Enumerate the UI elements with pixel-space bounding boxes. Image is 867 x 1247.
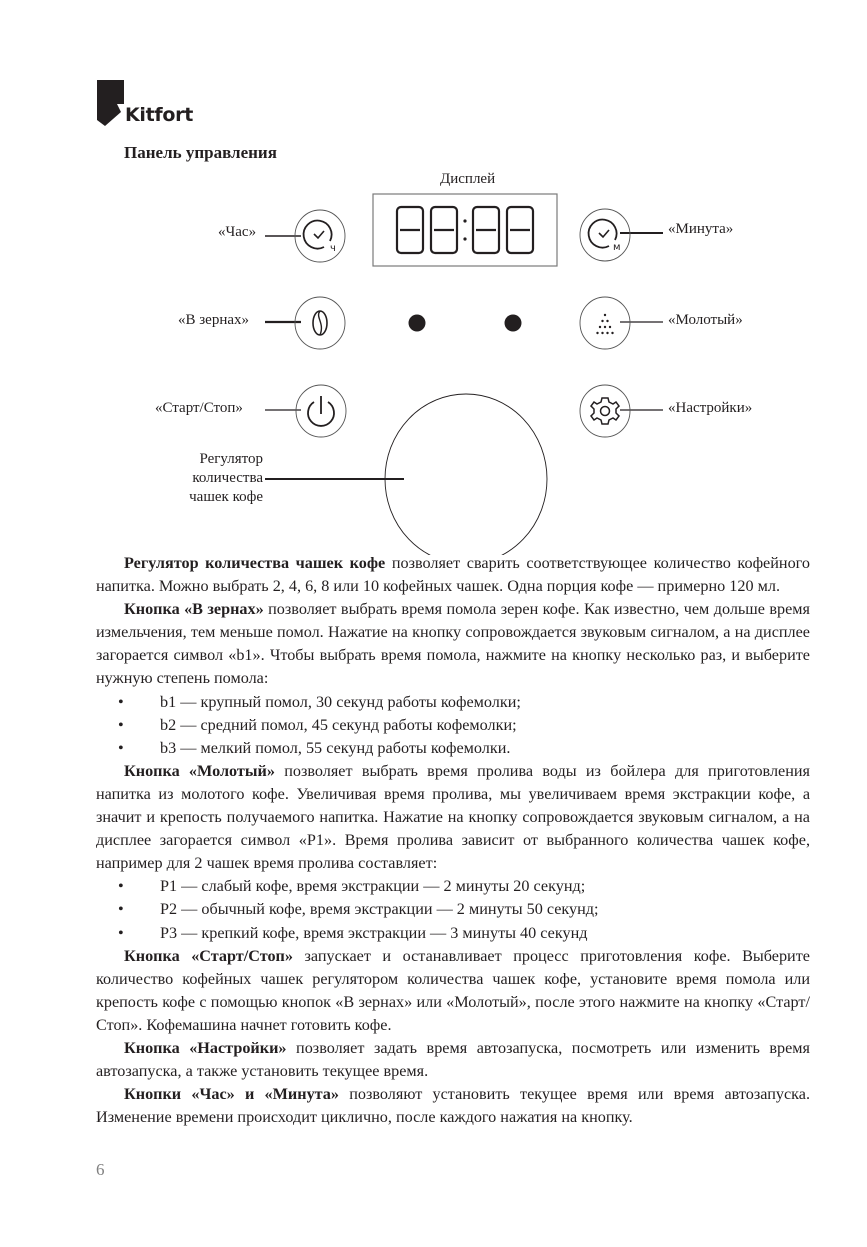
svg-text:м: м — [613, 242, 621, 253]
beans-button[interactable] — [294, 296, 346, 350]
settings-label: «Настройки» — [668, 400, 753, 416]
gear-icon — [579, 384, 631, 438]
start-stop-button[interactable] — [295, 384, 347, 438]
paragraph-beans: Кнопка «В зернах» позволяет выбрать время помола зерен кофе. Как известно, чем дольше время измельчения, тем меньше помол. Нажатие на кнопку сопровождается звуковым сигналом, а на дисплее загорается символ «b1». Чтобы выбрать время помола, нажмите на кнопку несколько раз, и выберите нужную степень помола: — [96, 600, 810, 688]
knob-label — [160, 450, 263, 507]
indicator-light-left — [409, 315, 426, 332]
knob-label-line2: количества — [192, 470, 263, 486]
clock-m-icon — [579, 208, 631, 262]
term-knob: Регулятор количества чашек кофе — [124, 554, 386, 572]
paragraph-ground: Кнопка «Молотый» позволяет выбрать время пролива воды из бойлера для приготовления напитка из молотого кофе. Увеличивая время пролива, мы увеличиваем время экстракции кофе, а значит и крепость получаемого напитка. Нажатие на кнопку сопровождается звуковым сигналом, а на дисплее загорается символ «P1». Время пролива зависит от выбранного количества чашек кофе, например для 2 чашек время пролива составляет: — [96, 761, 810, 873]
settings-button[interactable] — [579, 384, 631, 438]
ground-button[interactable] — [579, 296, 631, 350]
list-item: • P3 — крепкий кофе, время экстракции — 3 минуты 40 секунд — [118, 923, 588, 942]
indicator-light-right — [505, 315, 522, 332]
beans-label: «В зернах» — [178, 312, 250, 328]
paragraph-settings: Кнопка «Настройки» позволяет задать время автозапуска, посмотреть или изменить время автозапуска, а также установить текущее время. — [96, 1038, 810, 1081]
list-item: • b2 — средний помол, 45 секунд работы кофемолки; — [118, 715, 517, 734]
minute-label: «Минута» — [668, 221, 734, 237]
control-panel-diagram — [0, 165, 867, 555]
page-number: 6 — [96, 1160, 105, 1179]
hour-button[interactable] — [294, 209, 346, 263]
grind-list — [96, 691, 810, 760]
brand-name: Kitfort — [125, 104, 193, 126]
term-start-stop: Кнопка «Старт/Стоп» — [124, 946, 293, 965]
knob-label-line1: Регулятор — [199, 451, 263, 467]
section-title: Панель управления — [124, 143, 277, 162]
minute-button[interactable] — [579, 208, 631, 262]
paragraph-knob: Регулятор количества чашек кофе позволяет сварить соответствующее количество кофейного напитка. Можно выбрать 2, 4, 6, 8 или 10 кофейных чашек. Одна порция кофе — примерно 120 мл. — [96, 554, 810, 596]
hour-label: «Час» — [218, 224, 257, 240]
list-item: • P2 — обычный кофе, время экстракции — 2 минуты 50 секунд; — [118, 900, 599, 919]
paragraph-start-stop: Кнопка «Старт/Стоп» запускает и останавливает процесс приготовления кофе. Выберите количество кофейных чашек регулятором количества чашек кофе, установите время помола или крепость кофе с помощью кнопок «В зернах» или «Молотый», после этого нажмите на кнопку «Старт/Стоп». Кофемашина начнет готовить кофе. — [96, 946, 810, 1034]
body-text — [96, 552, 810, 1129]
list-item: • b1 — крупный помол, 30 секунд работы кофемолки; — [118, 692, 521, 711]
knob-label-line3: чашек кофе — [189, 489, 263, 505]
clock-h-icon — [294, 209, 346, 263]
display-screen — [373, 194, 557, 266]
display-label: Дисплей — [440, 171, 496, 187]
term-ground: Кнопка «Молотый» — [124, 761, 275, 780]
ground-label: «Молотый» — [668, 312, 743, 328]
kitfort-logo — [97, 80, 207, 130]
kitfort-shield-icon — [97, 80, 127, 128]
svg-text:ч: ч — [330, 243, 336, 254]
strength-list — [96, 875, 810, 944]
ground-coffee-icon — [579, 296, 631, 350]
start-stop-label: «Старт/Стоп» — [155, 400, 243, 416]
list-item: • b3 — мелкий помол, 55 секунд работы кофемолки. — [118, 738, 511, 757]
term-settings: Кнопка «Настройки» — [124, 1038, 287, 1057]
term-hour-minute: Кнопки «Час» и «Минута» — [124, 1085, 339, 1104]
power-icon — [295, 384, 347, 438]
term-beans: Кнопка «В зернах» — [124, 600, 264, 619]
paragraph-hour-minute: Кнопки «Час» и «Минута» позволяют установить текущее время или время автозапуска. Изменение времени происходит циклично, после каждого нажатия на кнопку. — [96, 1085, 810, 1127]
cups-knob — [385, 394, 547, 555]
list-item: • P1 — слабый кофе, время экстракции — 2 минуты 20 секунд; — [118, 877, 586, 896]
coffee-bean-icon — [294, 296, 346, 350]
